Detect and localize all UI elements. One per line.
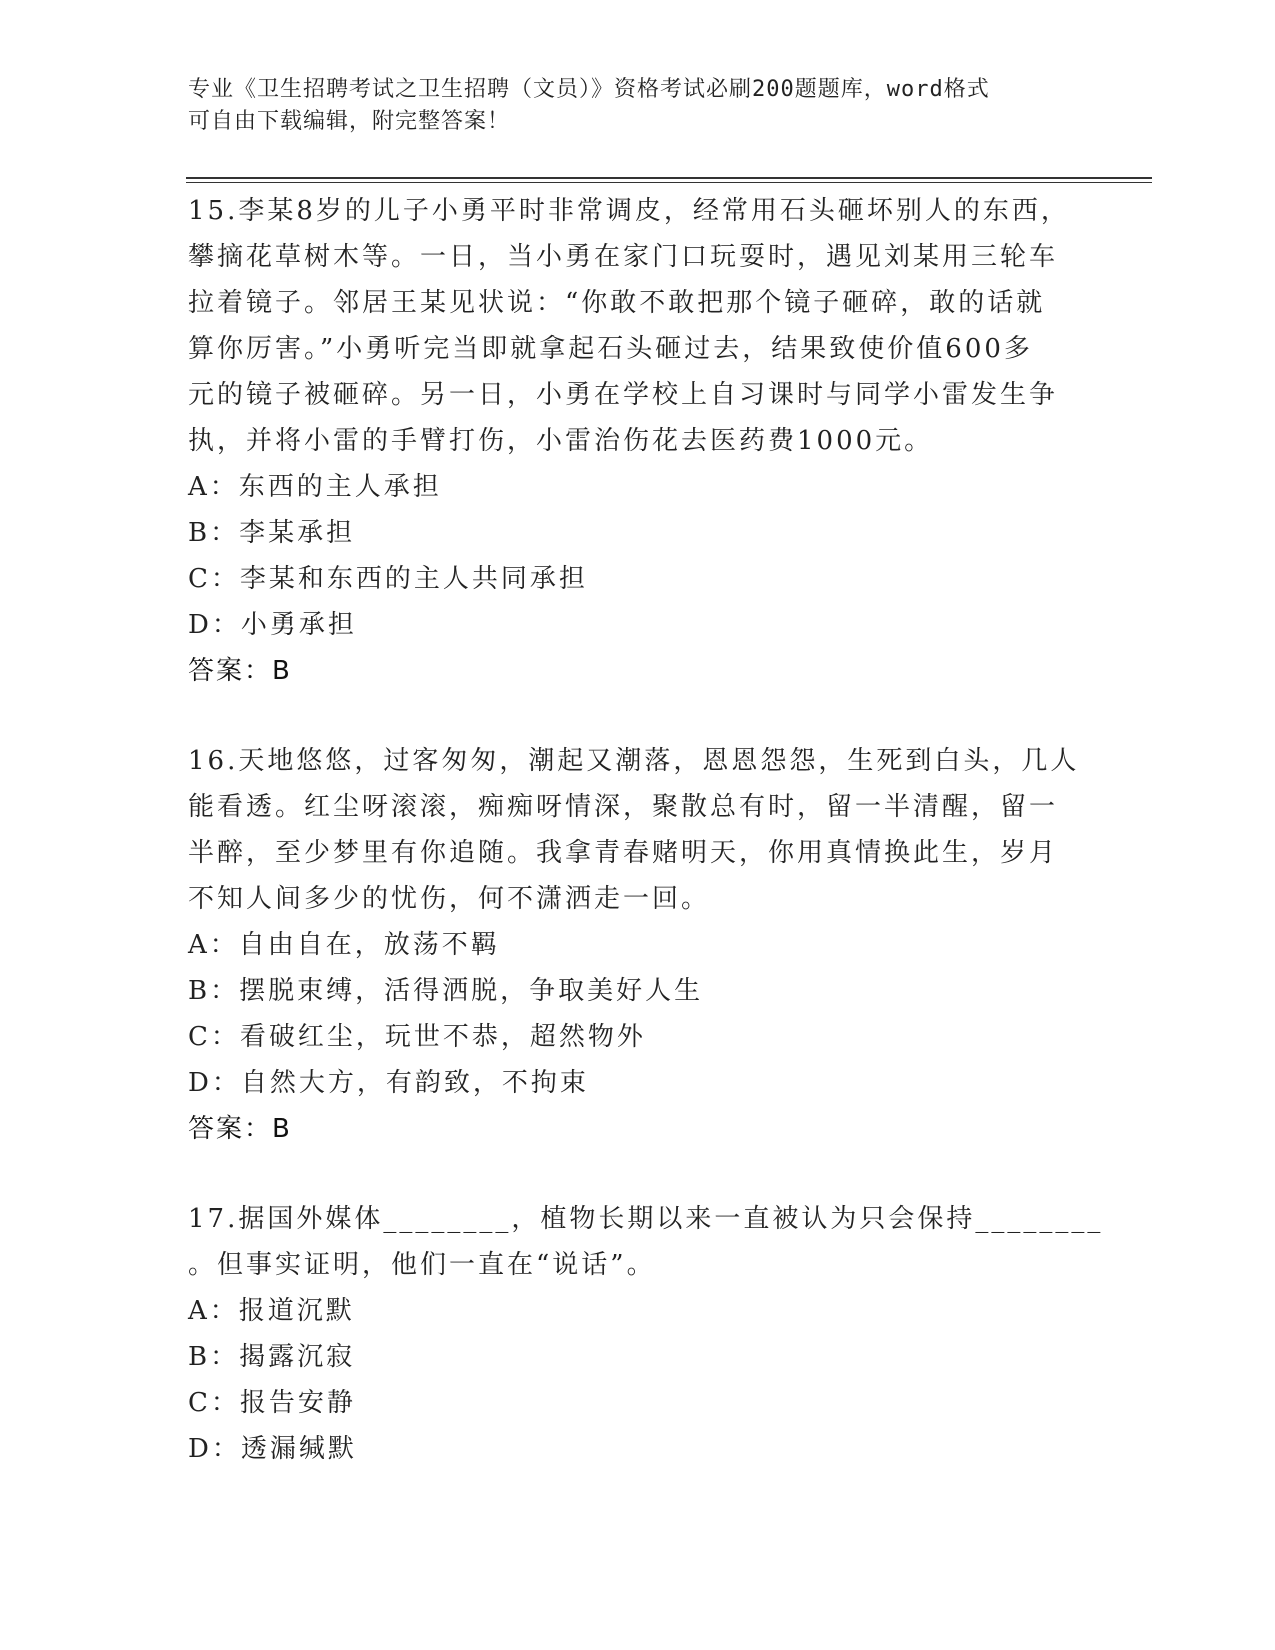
header-rule-thin	[186, 182, 1152, 183]
option-d: D：自然大方，有韵致，不拘束	[188, 1068, 589, 1098]
option-c: C：看破红尘，玩世不恭，超然物外	[188, 1022, 646, 1052]
header-line-2: 可自由下载编辑，附完整答案！	[188, 109, 511, 134]
option-c: C：报告安静	[188, 1388, 356, 1418]
question-text-line: 算你厉害。”小勇听完当即就拿起石头砸过去，结果致使价值600多	[188, 334, 1033, 364]
question-text-line: 攀摘花草树木等。一日，当小勇在家门口玩耍时，遇见刘某用三轮车	[188, 242, 1059, 272]
question-text-line: 能看透。红尘呀滚滚，痴痴呀情深，聚散总有时，留一半清醒，留一	[188, 792, 1059, 822]
answer-label: 答案：B	[188, 656, 292, 686]
option-a: A：报道沉默	[188, 1296, 355, 1326]
question-15	[188, 188, 1088, 694]
option-d: D：透漏缄默	[188, 1434, 357, 1464]
option-a: A：自由自在，放荡不羁	[188, 930, 500, 960]
option-b: B：揭露沉寂	[188, 1342, 356, 1372]
document-body	[188, 188, 1104, 1472]
question-text-line: 不知人间多少的忧伤，何不潇洒走一回。	[188, 884, 711, 914]
option-b: B：李某承担	[188, 518, 356, 548]
question-text-line: 半醉，至少梦里有你追随。我拿青春赌明天，你用真情换此生，岁月	[188, 838, 1059, 868]
option-a: A：东西的主人承担	[188, 472, 442, 502]
option-b: B：摆脱束缚，活得洒脱，争取美好人生	[188, 976, 704, 1006]
question-16	[188, 738, 1088, 1152]
header-rule	[186, 177, 1152, 179]
question-text-line: 15.李某8岁的儿子小勇平时非常调皮，经常用石头砸坏别人的东西，	[188, 196, 1070, 226]
question-text-line: 执，并将小雷的手臂打伤，小雷治伤花去医药费1000元。	[188, 426, 934, 456]
question-text-line: 16.天地悠悠，过客匆匆，潮起又潮落，恩恩怨怨，生死到白头，几人	[188, 746, 1080, 776]
question-text-line: 拉着镜子。邻居王某见状说：“你敢不敢把那个镜子砸碎，敢的话就	[188, 288, 1046, 318]
question-text-line: 17.据国外媒体________，植物长期以来一直被认为只会保持________	[188, 1204, 1104, 1234]
question-text-line: 元的镜子被砸碎。另一日，小勇在学校上自习课时与同学小雷发生争	[188, 380, 1059, 410]
option-c: C：李某和东西的主人共同承担	[188, 564, 588, 594]
option-d: D：小勇承担	[188, 610, 357, 640]
question-17	[188, 1196, 1104, 1472]
header-line-1: 专业《卫生招聘考试之卫生招聘（文员）》资格考试必刷200题题库，word格式	[188, 77, 990, 102]
document-header	[188, 74, 1088, 138]
answer-label: 答案：B	[188, 1114, 292, 1144]
question-text-line: 。但事实证明，他们一直在“说话”。	[188, 1250, 656, 1280]
